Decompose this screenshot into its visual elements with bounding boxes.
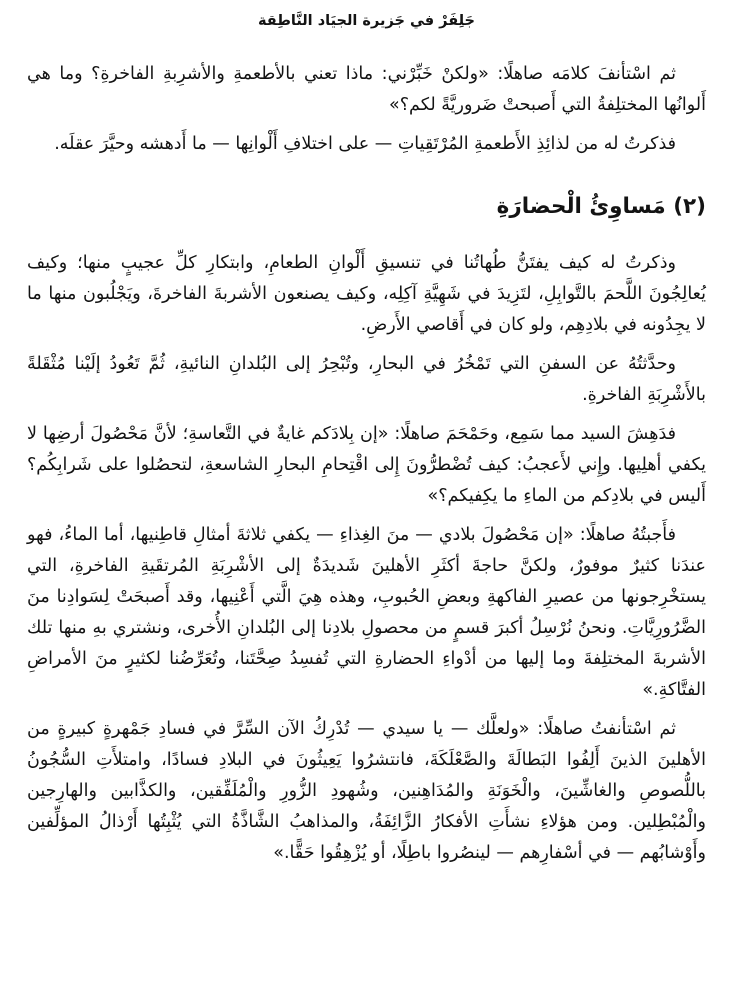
running-header: جَلِفَرْ في جَزيرة الجيَاد النَّاطِقة	[257, 13, 475, 29]
paragraph: فذكرتُ له من لذائِذِ الأَطعمةِ المُرْتَقِياتِ — على اختلافِ أَلْوانِها — ما أَدهشه وحيَّرَ عقلَه.	[54, 134, 676, 154]
paragraph: ثم اسْتأنفتُ صاهلًا: «ولعلَّك — يا سيدي — تُدْرِكُ الآن السِّرَّ في فسادِ جَمْهرةٍ كبيرةٍ من الأهلينَ الذينَ أَلِفُوا البَطالَةَ والصَّعْلَكَةَ، فانتشرُوا يَعِيثُونَ في البلادِ فسادًا، وامتلأَتِ السُّجُونُ باللُّصوصِ والغاشِّينَ، والْخَوَنَةِ والمُدَاهِنين، وشُهودِ الزُّورِ والْمُلَفِّقين، والكذَّابين والهارِجين والْمُبْطِلين. ومن هؤلاءِ نشأَتِ الأفكارُ الزَّائِفَةُ، والمذاهبُ الشَّاذَّةُ التي يُثْبِتُها أَرْذالُ المؤلِّفين وأَوْشابُهم — في أسْفارِهم — لينصُروا باطِلًا، أو يُزْهِقُوا حَقًّا.»	[27, 719, 706, 863]
paragraph: فدَهِشَ السيد مما سَمِع، وحَمْحَمَ صاهلًا: «إن بِلادَكم غايةٌ في التَّعاسةِ؛ لأنَّ مَحْصُولَ أرضِها لا يكفي أهلِيها. وإِني لأَعجبُ: كيف تُضْطرُّونَ إِلى اقْتِحامِ البحارِ الشاسعةِ، لتحصُلوا على شَرابِكُم؟ أَليس في بلادِكم من الماءِ ما يكِفيكم؟»	[27, 424, 706, 506]
paragraph: وذكرتُ له كيف يفتَنُّ طُهاتُنا في تنسيقِ أَلْوانِ الطعامِ، وابتكارِ كلِّ عجيبٍ منها؛ وكيف يُعالِجُونَ اللَّحمَ بالتَّوابِلِ، لتَزِيدَ في شَهِيَّةِ آكِلِه، وكيف يصنعون الأشربةَ الفاخرةَ، ويَجْلُبون منها ما لا يجِدُونه في بلادِهِم، ولو كان في أَقاصي الأَرضِ.	[27, 253, 706, 335]
section-heading: (٢) مَساوِئُ الْحضارَةِ	[496, 194, 706, 219]
paragraph: ثم اسْتأنفَ كلامَه صاهلًا: «ولكنْ خَبِّرْني: ماذا تعني بالأطعمةِ والأشرِبةِ الفاخرةِ؟ وما هي أَلوانُها المختلِفةُ التي أَصبحتْ ضَروريَّةً لكم؟»	[27, 64, 706, 115]
paragraph: وحدَّثتُهُ عن السفنِ التي تَمْخُرُ في البحارِ، وتُبْحِرُ إلى البُلدانِ النائيةِ، ثُمَّ تَعُودُ إلَيْنا مُثْقَلةً بالأَشْرِبَةِ الفاخرةِ.	[27, 354, 706, 405]
paragraph: فأَجبتُهُ صاهلًا: «إن مَحْصُولَ بلادي — منَ الغِذاءِ — يكفي ثلاثةَ أمثالِ قاطِنيها، أما الماءُ، فهو عندَنا كثيرٌ موفورٌ، ولكنَّ حاجةَ أكثَرِ الأهلينَ شَديدَةٌ إلى الأشْرِبَةِ المُرتقَيةِ الفاخرةِ، التي يستخْرِجونها من عصيرِ الفاكهةِ وبعضِ الحُبوبِ، وهذه هِيَ الَّتي أَعْنِيها، وقد أَصبحَتْ لِسَوادِنا منَ الضَّرُورِيَّاتِ. ونحنُ نُرْسِلُ أكبرَ قسمٍ من محصولِ بلادِنا إلى البُلدانِ الأُخرى، ونشتري بهِ منها تلك الأشربةَ المختلِفةَ وما إليها من أدْواءِ الحضارةِ التي تُفسِدُ صِحَّتَنا، وتُعَرِّضُنا لكثيرٍ منَ الأمراضِ الفتَّاكةِ.»	[27, 525, 706, 700]
